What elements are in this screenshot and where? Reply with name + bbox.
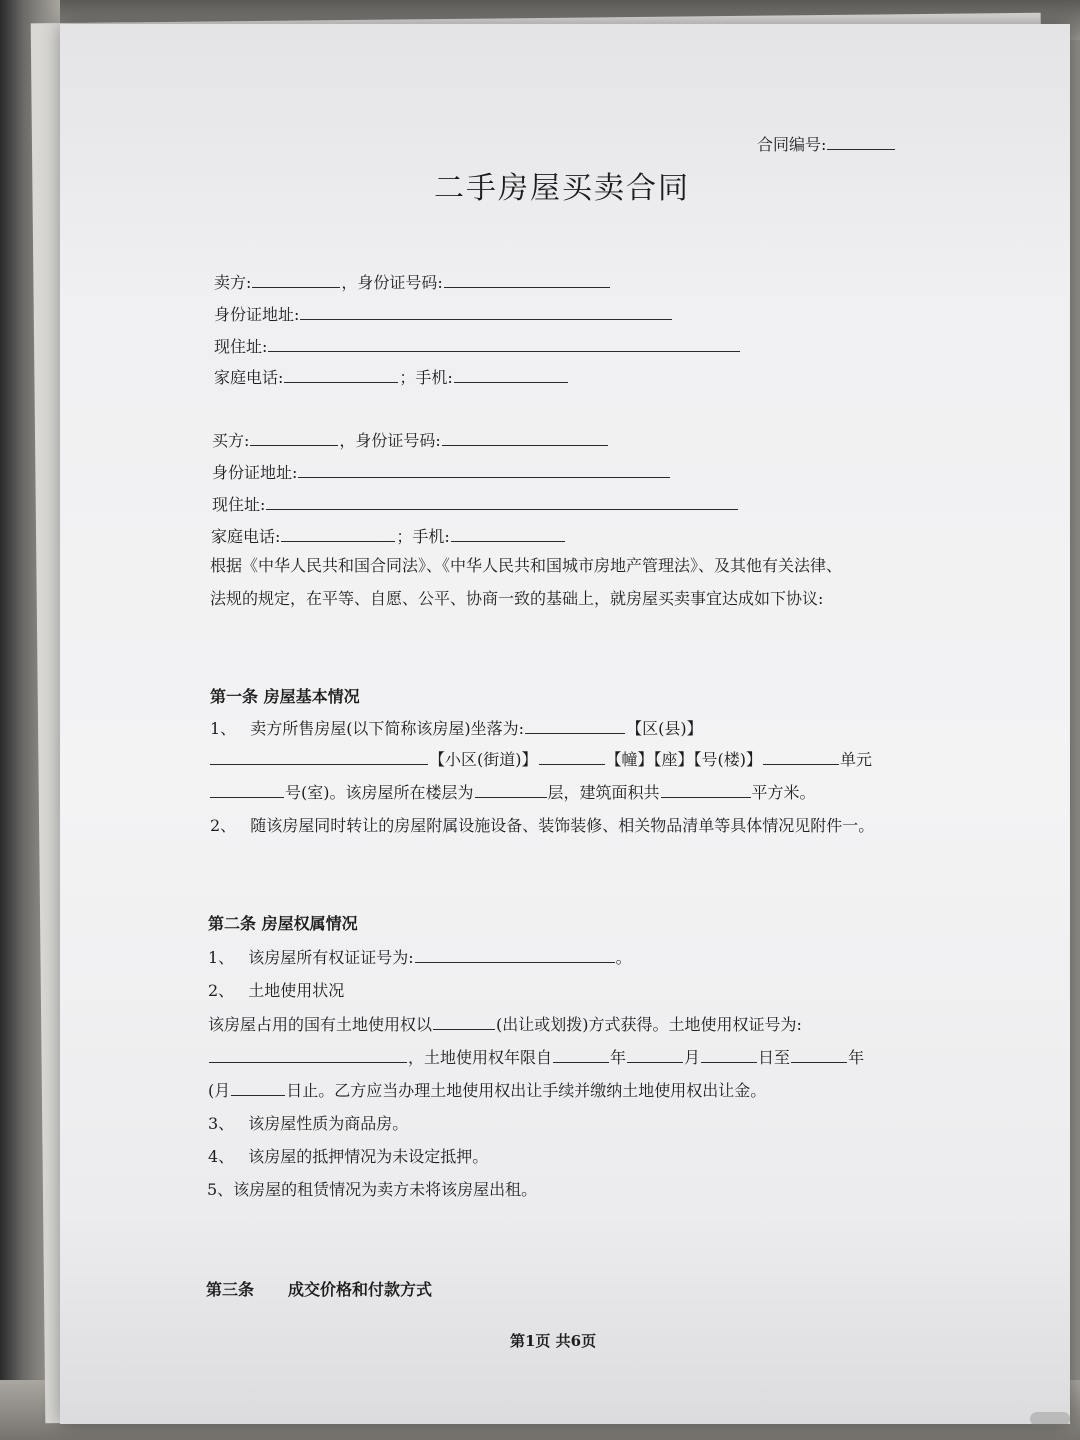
preamble-line-2: 法规的规定，在平等、自愿、公平、协商一致的基础上，就房屋买卖事宜达成如下协议: bbox=[210, 589, 824, 608]
unit-blank bbox=[763, 750, 839, 765]
buyer-id-address-blank bbox=[298, 463, 670, 478]
buyer-phone-blank bbox=[281, 527, 395, 542]
article-2-item-2-number: 2、 bbox=[208, 981, 235, 1000]
building-blank bbox=[539, 750, 605, 765]
buyer-address-line bbox=[212, 495, 739, 515]
article-1-heading: 第一条 房屋基本情况 bbox=[210, 687, 360, 706]
start-month-label: 月 bbox=[684, 1048, 701, 1067]
contract-number-line bbox=[757, 135, 896, 155]
area-blank bbox=[661, 783, 751, 798]
article-2-item-4 bbox=[208, 1147, 488, 1167]
community-blank bbox=[210, 750, 428, 765]
start-year-blank bbox=[553, 1048, 609, 1063]
article-3-title: 成交价格和付款方式 bbox=[288, 1280, 433, 1299]
floor-blank bbox=[475, 783, 547, 798]
buyer-id-address-label: 身份证地址: bbox=[212, 463, 298, 482]
document-title: 二手房屋买卖合同 bbox=[434, 171, 690, 206]
contract-number-blank bbox=[827, 135, 895, 150]
article-1-room-label: 号(室)。该房屋所在楼层为 bbox=[285, 783, 474, 802]
land-use-line-3 bbox=[208, 1081, 766, 1101]
land-use-text-d: (月 bbox=[208, 1081, 231, 1100]
article-1-item-1-number: 1、 bbox=[210, 719, 237, 738]
land-use-text-c: ，土地使用权年限自 bbox=[408, 1048, 553, 1067]
buyer-address-label: 现住址: bbox=[212, 495, 266, 514]
buyer-address-blank bbox=[266, 495, 738, 510]
article-2-item-2 bbox=[208, 981, 344, 1001]
start-year-label: 年 bbox=[610, 1048, 627, 1067]
article-2-item-1-number: 1、 bbox=[208, 948, 235, 967]
article-3-number: 第三条 bbox=[206, 1280, 255, 1299]
article-1-unit-label: 单元 bbox=[840, 750, 873, 769]
ownership-cert-blank bbox=[415, 948, 615, 963]
buyer-id-blank bbox=[442, 431, 608, 446]
article-2-item-4-text: 该房屋的抵押情况为未设定抵押。 bbox=[248, 1147, 489, 1166]
article-2-item-5: 5、该房屋的租赁情况为卖方未将该房屋出租。 bbox=[207, 1180, 538, 1199]
seller-phone-blank bbox=[284, 368, 398, 383]
article-3-heading bbox=[206, 1280, 432, 1300]
seller-id-address-line bbox=[214, 305, 673, 325]
start-day-blank bbox=[701, 1048, 757, 1063]
land-use-line-2 bbox=[208, 1048, 864, 1068]
start-day-label: 日至 bbox=[758, 1048, 791, 1067]
end-month-blank bbox=[231, 1081, 285, 1096]
article-1-item-1-line-2 bbox=[209, 750, 872, 770]
article-2-item-1-text: 该房屋所有权证证号为: bbox=[248, 948, 414, 967]
article-2-item-1 bbox=[208, 948, 632, 968]
article-2-item-3 bbox=[208, 1114, 408, 1134]
article-2-item-4-number: 4、 bbox=[208, 1147, 235, 1166]
buyer-id-label: ，身份证号码: bbox=[339, 431, 441, 450]
article-2-item-2-text: 土地使用状况 bbox=[248, 981, 345, 1000]
start-month-blank bbox=[627, 1048, 683, 1063]
page-footer: 第1页 共6页 bbox=[510, 1332, 597, 1350]
room-blank bbox=[210, 783, 284, 798]
article-2-heading: 第二条 房屋权属情况 bbox=[208, 914, 358, 933]
seller-phone-line bbox=[214, 368, 569, 388]
article-1-item-1-line-3 bbox=[209, 783, 816, 803]
land-use-text-a: 该房屋占用的国有土地使用权以 bbox=[208, 1015, 433, 1034]
end-year-blank bbox=[791, 1048, 847, 1063]
seller-id-address-label: 身份证地址: bbox=[214, 305, 300, 324]
district-blank bbox=[525, 719, 625, 734]
article-1-item-2-number: 2、 bbox=[210, 816, 237, 835]
buyer-name-blank bbox=[250, 431, 338, 446]
watermark-mark bbox=[1030, 1412, 1070, 1426]
article-2-item-3-number: 3、 bbox=[208, 1114, 235, 1133]
seller-mobile-blank bbox=[454, 368, 568, 383]
seller-id-label: ，身份证号码: bbox=[341, 273, 443, 292]
seller-line bbox=[214, 273, 611, 293]
seller-address-line bbox=[214, 337, 741, 357]
seller-id-address-blank bbox=[300, 305, 672, 320]
seller-address-label: 现住址: bbox=[214, 337, 268, 356]
buyer-line bbox=[212, 431, 609, 451]
land-method-blank bbox=[433, 1015, 495, 1030]
land-use-text-e: 日止。乙方应当办理土地使用权出让手续并缴纳土地使用权出让金。 bbox=[286, 1081, 767, 1100]
buyer-phone-line bbox=[211, 527, 566, 547]
buyer-phone-label: 家庭电话: bbox=[211, 527, 281, 546]
seller-label: 卖方: bbox=[214, 273, 252, 292]
seller-name-blank bbox=[252, 273, 340, 288]
article-1-item-1-line-1 bbox=[210, 719, 703, 739]
buyer-mobile-label: ；手机: bbox=[396, 527, 450, 546]
article-1-area-label: 平方米。 bbox=[751, 783, 816, 802]
article-1-item-1-text-a: 卖方所售房屋(以下简称该房屋)坐落为: bbox=[250, 719, 525, 738]
article-1-item-2 bbox=[210, 816, 874, 836]
buyer-mobile-blank bbox=[451, 527, 565, 542]
article-1-item-2-text: 随该房屋同时转让的房屋附属设施设备、装饰装修、相关物品清单等具体情况见附件一。 bbox=[250, 816, 875, 835]
preamble-line-1: 根据《中华人民共和国合同法》、《中华人民共和国城市房地产管理法》、及其他有关法律、 bbox=[210, 556, 843, 575]
buyer-label: 买方: bbox=[212, 431, 250, 450]
land-cert-blank bbox=[209, 1048, 407, 1063]
article-1-floor-label: 层，建筑面积共 bbox=[547, 783, 660, 802]
end-year-label: 年 bbox=[848, 1048, 865, 1067]
article-2-item-1-end: 。 bbox=[615, 948, 632, 967]
seller-mobile-label: ；手机: bbox=[399, 368, 453, 387]
buyer-id-address-line bbox=[212, 463, 671, 483]
article-1-community-label: 【小区(街道)】 bbox=[429, 750, 538, 769]
seller-address-blank bbox=[268, 337, 740, 352]
contract-number-label: 合同编号: bbox=[757, 135, 827, 154]
article-2-item-3-text: 该房屋性质为商品房。 bbox=[248, 1114, 409, 1133]
seller-phone-label: 家庭电话: bbox=[214, 368, 284, 387]
article-1-district-label: 【区(县)】 bbox=[626, 719, 703, 738]
land-use-text-b: (出让或划拨)方式获得。土地使用权证号为: bbox=[496, 1015, 802, 1034]
land-use-line-1 bbox=[208, 1015, 802, 1035]
seller-id-blank bbox=[444, 273, 610, 288]
article-1-building-label: 【幢】【座】【号(楼)】 bbox=[605, 750, 762, 769]
